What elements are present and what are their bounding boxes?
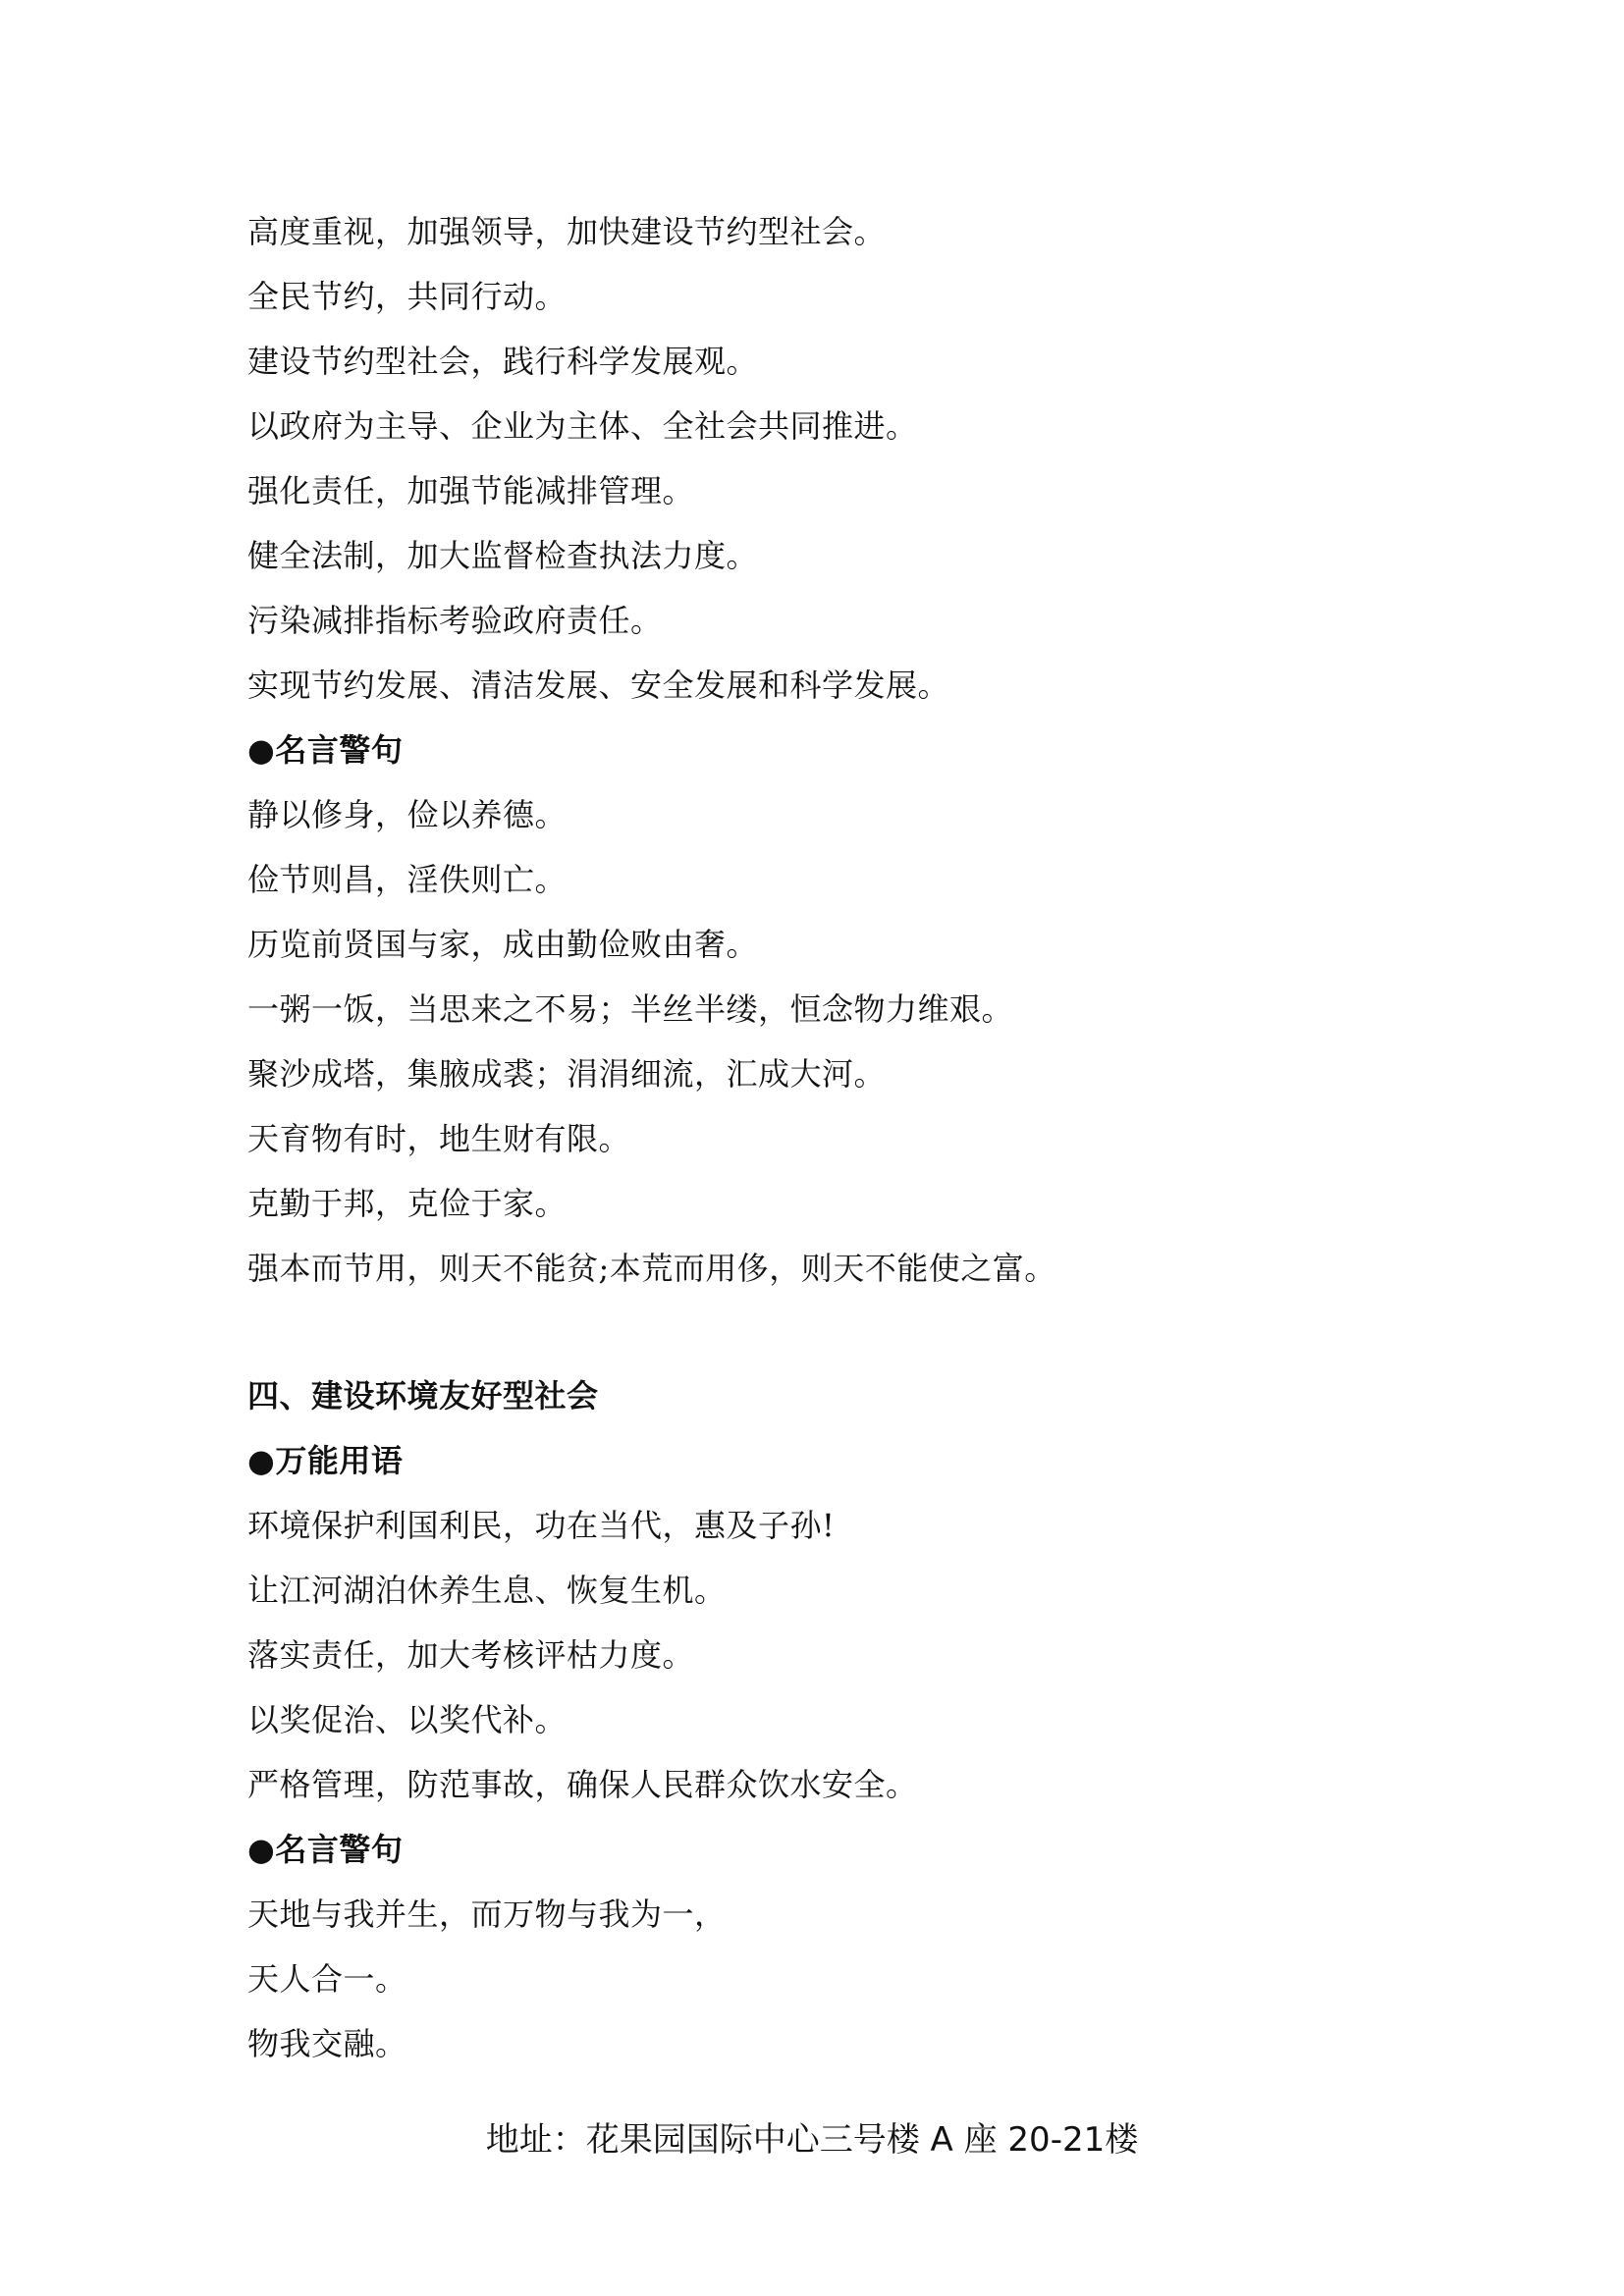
text-line: 克勤于邦，克俭于家。 xyxy=(247,1185,568,1222)
text-line: 让江河湖泊休养生息、恢复生机。 xyxy=(247,1572,727,1609)
text-line: 强化责任，加强节能减排管理。 xyxy=(247,472,695,509)
text-line: 建设节约型社会，践行科学发展观。 xyxy=(247,343,759,380)
section-subheading: ●名言警句 xyxy=(247,1831,404,1868)
document-body xyxy=(247,199,1377,2076)
text-line: 历览前贤国与家，成由勤俭败由奢。 xyxy=(247,926,759,963)
text-line: 天地与我并生，而万物与我为一， xyxy=(247,1896,727,1933)
text-line: 健全法制，加大监督检查执法力度。 xyxy=(247,537,759,574)
text-line: 一粥一饭，当思来之不易；半丝半缕，恒念物力维艰。 xyxy=(247,990,1014,1028)
text-line: 环境保护利国利民，功在当代，惠及子孙! xyxy=(247,1507,836,1544)
text-line: 强本而节用，则天不能贫;本荒而用侈，则天不能使之富。 xyxy=(247,1250,1056,1287)
text-line: 物我交融。 xyxy=(247,2025,407,2062)
text-line: 全民节约，共同行动。 xyxy=(247,278,568,315)
blank-line xyxy=(247,1301,1377,1363)
text-line: 天人合一。 xyxy=(247,1960,407,1998)
text-line: 实现节约发展、清洁发展、安全发展和科学发展。 xyxy=(247,667,950,704)
text-line: 严格管理，防范事故，确保人民群众饮水安全。 xyxy=(247,1766,918,1803)
text-line: 落实责任，加大考核评枯力度。 xyxy=(247,1636,695,1674)
section-subheading: ●名言警句 xyxy=(247,731,404,769)
section-heading: 四、建设环境友好型社会 xyxy=(247,1377,599,1415)
text-line: 以奖促治、以奖代补。 xyxy=(247,1701,568,1738)
text-line: 以政府为主导、企业为主体、全社会共同推进。 xyxy=(247,407,918,445)
footer-address: 地址：花果园国际中心三号楼 A 座 20-21楼 xyxy=(485,2120,1139,2160)
text-line: 俭节则昌，淫佚则亡。 xyxy=(247,861,568,898)
text-line: 静以修身，俭以养德。 xyxy=(247,796,568,833)
text-line: 高度重视，加强领导，加快建设节约型社会。 xyxy=(247,213,887,250)
text-line: 污染减排指标考验政府责任。 xyxy=(247,602,663,639)
text-line: 聚沙成塔，集腋成裘；涓涓细流，汇成大河。 xyxy=(247,1055,887,1093)
text-line: 天育物有时，地生财有限。 xyxy=(247,1120,631,1157)
section-subheading: ●万能用语 xyxy=(247,1442,404,1479)
